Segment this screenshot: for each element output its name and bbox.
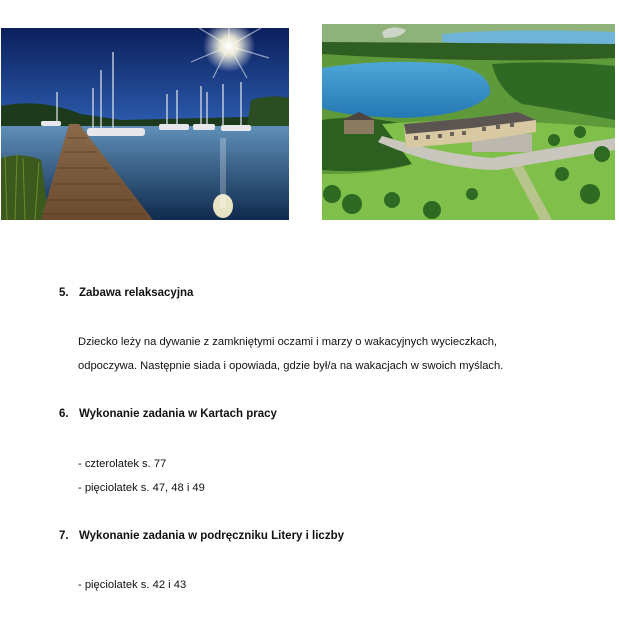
section-7-number: 7. xyxy=(59,530,69,542)
section-7-heading xyxy=(59,530,344,542)
section-6-heading xyxy=(59,408,277,420)
section-6-number: 6. xyxy=(59,408,69,420)
section-5-line-1: Dziecko leży na dywanie z zamkniętymi oczami i marzy o wakacyjnych wycieczkach, xyxy=(78,336,498,348)
list-item: - czterolatek s. 77 xyxy=(78,458,167,470)
marina-photo xyxy=(1,28,289,220)
section-7-title: Wykonanie zadania w podręczniku Litery i liczby xyxy=(79,530,344,542)
section-6-title: Wykonanie zadania w Kartach pracy xyxy=(79,408,277,420)
section-5-paragraph xyxy=(78,330,598,378)
list-item: - pięciolatek s. 47, 48 i 49 xyxy=(78,482,205,494)
section-5-line-2: odpoczywa. Następnie siada i opowiada, gdzie był/a na wakacjach w swoich myślach. xyxy=(78,360,504,372)
resort-aerial-photo xyxy=(322,24,615,220)
list-item: - pięciolatek s. 42 i 43 xyxy=(78,579,187,591)
section-5-number: 5. xyxy=(59,287,69,299)
section-5-title: Zabawa relaksacyjna xyxy=(79,287,194,299)
section-5-heading xyxy=(59,287,193,299)
